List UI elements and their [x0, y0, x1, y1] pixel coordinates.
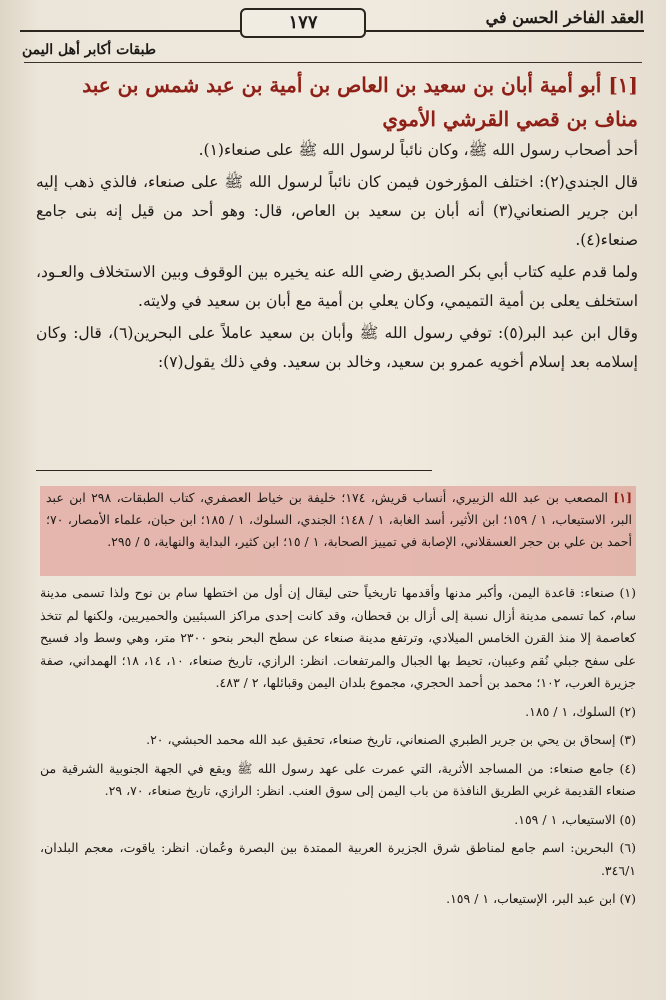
page-header	[20, 8, 644, 64]
entry-paragraph-3: ولما قدم عليه كتاب أبي بكر الصديق رضي الله عنه يخيره بين الوقوف وبين الاستخلاف والعـود، استخلف يعلى بن أمية التميمي، وكان يعلي بن أمية مع أبان بن سعيد في ولايته.	[36, 263, 638, 310]
footnote-5: (٥) الاستيعاب، ١ / ١٥٩.	[514, 811, 636, 827]
footnote-1: (١) صنعاء: قاعدة اليمن، وأكبر مدنها وأقدمها تاريخياً حتى ليقال إن أول من اختطها سام بن نوح ولذا تسمى مدينة سام، كما تسمى مدينة أزال نسبة إلى أزال بن قحطان، وقد كانت إحدى مراكز السبئيين والحميريين، ولكنها لم تتخذ كعاصمة إلا منذ القرن الخامس الميلادي، وترتفع مدينة صنعاء عن سطح البحر بنحو ٢٣٠٠ متر، وهي وسط واد فسيح على سفح جبلي نُقم وعيبان، تحيط بها الجبال والمرتفعات. انظر: الرازي، تاريخ صنعاء، ١٠، ١٤، ١٨؛ الهمداني، صفة جزيرة العرب، ١٠٢؛ محمد بن أحمد الحجري، مجموع بلدان اليمن وقبائلها، ٢ / ٤٨٣.	[40, 585, 636, 690]
entry-paragraph-2: قال الجندي(٢): اختلف المؤرخون فيمن كان نائباً لرسول الله ﷺ على صنعاء، فالذي ذهب إليه ابن جرير الصنعاني(٣) أنه أبان بن سعيد بن العاص، قال: وهو أحد من قيل إنه بنى جامع صنعاء(٤).	[36, 173, 639, 249]
header-underline	[24, 62, 642, 63]
footnotes	[40, 582, 636, 917]
footnote-divider	[36, 470, 432, 471]
footnote-7: (٧) ابن عبد البر، الإستيعاب، ١ / ١٥٩.	[446, 891, 636, 906]
entry-body	[36, 68, 638, 380]
footnote-4: (٤) جامع صنعاء: من المساجد الأثرية، التي عمرت على عهد رسول الله ﷺ ويقع في الجهة الجنوبية الشرقية من صنعاء القديمة غربي الطريق النافذة من باب اليمن إلى سوق العنب. انظر: الرازي، تاريخ صنعاء، ٧٠، ٢٩.	[40, 760, 636, 798]
footnote-6: (٦) البحرين: اسم جامع لمناطق شرق الجزيرة العربية الممتدة بين البصرة وعُمان. انظر: ياقوت، معجم البلدان، ٣٤٦/١.	[40, 840, 636, 878]
footnote-3: (٣) إسحاق بن يحي بن جرير الطبري الصنعاني، تاريخ صنعاء، تحقيق عبد الله محمد الحبشي، ٢٠.	[146, 732, 636, 747]
entry-paragraph-1: أحد أصحاب رسول الله ﷺ، وكان نائباً لرسول الله ﷺ على صنعاء(١).	[198, 141, 638, 159]
entry-title: [١] أبو أمية أبان بن سعيد بن العاص بن أمية بن عبد شمس بن عبد مناف بن قصي القرشي الأموي	[82, 73, 638, 131]
source-note-tag: [١]	[613, 490, 632, 505]
entry-paragraph-4: وقال ابن عبد البر(٥): توفي رسول الله ﷺ وأبان بن سعيد عاملاً على البحرين(٦)، قال: وكان إسلامه بعد إسلام أخويه عمرو بن سعيد، وخالد بن سعيد. وفي ذلك يقول(٧):	[36, 324, 638, 371]
page-number: ١٧٧	[240, 8, 366, 38]
running-title-right: العقد الفاخر الحسن في	[485, 8, 644, 27]
running-title-left: طبقات أكابر أهل اليمن	[22, 42, 156, 58]
footnote-2: (٢) السلوك، ١ / ١٨٥.	[525, 703, 636, 719]
source-note-text: المصعب بن عبد الله الزبيري، أنساب قريش، ١٧٤؛ خليفة بن خياط العصفري، كتاب الطبقات، ٢٩٨ ابن عبد البر، الاستيعاب، ١ / ١٥٩؛ ابن الأثير، أسد الغابة، ١ / ١٤٨؛ الجندي، السلوك، ١ / ١٨٥؛ ابن حبان، علماء الأمصار، ٧٠؛ أحمد بن علي بن حجر العسقلاني، الإصابة في تمييز الصحابة، ١ / ١٥؛ ابن كثير، البداية والنهاية، ٥ / ٢٩٥.	[46, 490, 632, 549]
source-note	[46, 487, 632, 553]
